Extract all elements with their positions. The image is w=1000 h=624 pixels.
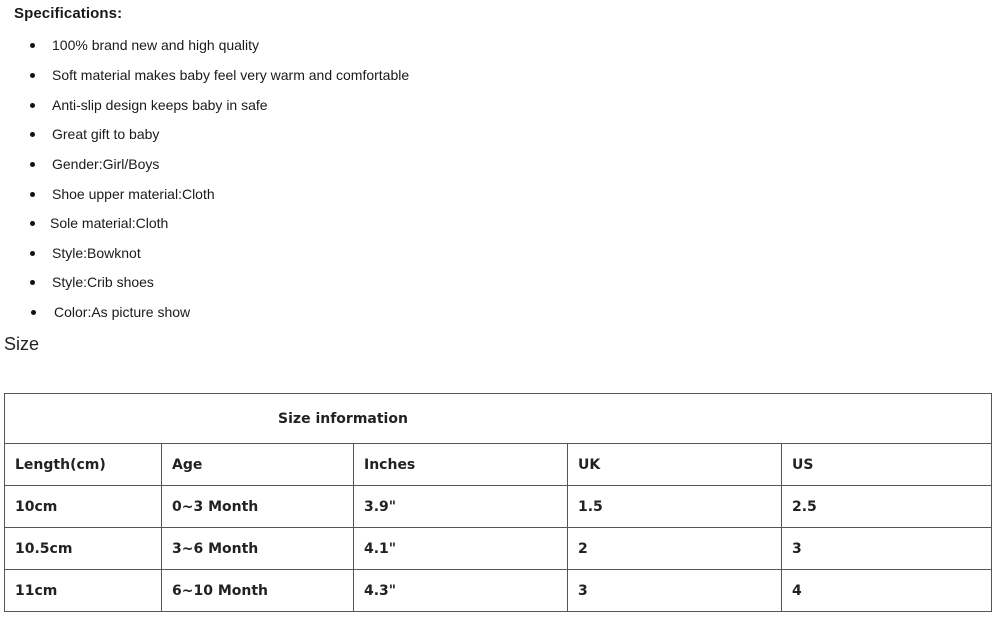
spec-text: Anti-slip design keeps baby in safe <box>52 97 268 113</box>
table-cell: 2 <box>568 528 782 570</box>
spec-text: Sole material:Cloth <box>50 215 169 231</box>
table-caption: Size information <box>278 410 408 427</box>
spec-text: Great gift to baby <box>52 126 160 142</box>
table-cell: 0~3 Month <box>162 486 354 528</box>
bullet-icon <box>30 132 35 137</box>
spec-text: Style:Bowknot <box>52 245 141 261</box>
column-header: Inches <box>354 444 568 486</box>
bullet-icon <box>30 221 35 226</box>
size-information-table <box>4 393 992 612</box>
table-header-row <box>5 444 992 486</box>
table-caption-row <box>5 394 992 444</box>
bullet-icon <box>30 73 35 78</box>
column-header: Age <box>162 444 354 486</box>
table-cell: 10cm <box>5 486 162 528</box>
table-row <box>5 528 992 570</box>
table-cell: 4.3" <box>354 570 568 612</box>
table-cell: 11cm <box>5 570 162 612</box>
bullet-icon <box>30 162 35 167</box>
column-header: UK <box>568 444 782 486</box>
table-row <box>5 486 992 528</box>
table-cell: 3 <box>568 570 782 612</box>
table-cell: 10.5cm <box>5 528 162 570</box>
specifications-title: Specifications: <box>14 5 123 22</box>
table-cell: 3.9" <box>354 486 568 528</box>
table-cell: 3 <box>782 528 992 570</box>
bullet-icon <box>30 192 35 197</box>
bullet-icon <box>30 251 35 256</box>
table-cell: 3~6 Month <box>162 528 354 570</box>
spec-text: Shoe upper material:Cloth <box>52 186 215 202</box>
spec-text: Gender:Girl/Boys <box>52 156 160 172</box>
bullet-icon <box>30 103 35 108</box>
spec-text: Soft material makes baby feel very warm and comfortable <box>52 67 410 83</box>
table-cell: 4 <box>782 570 992 612</box>
bullet-icon <box>30 280 35 285</box>
size-heading: Size <box>4 334 40 354</box>
bullet-icon <box>31 310 36 315</box>
table-cell: 4.1" <box>354 528 568 570</box>
bullet-icon <box>30 43 35 48</box>
column-header: US <box>782 444 992 486</box>
column-header: Length(cm) <box>5 444 162 486</box>
spec-text: 100% brand new and high quality <box>52 37 260 53</box>
spec-text: Style:Crib shoes <box>52 274 154 290</box>
table-cell: 2.5 <box>782 486 992 528</box>
table-row <box>5 570 992 612</box>
table-cell: 1.5 <box>568 486 782 528</box>
table-cell: 6~10 Month <box>162 570 354 612</box>
table-caption-cell <box>5 394 992 444</box>
spec-text: Color:As picture show <box>54 304 191 320</box>
